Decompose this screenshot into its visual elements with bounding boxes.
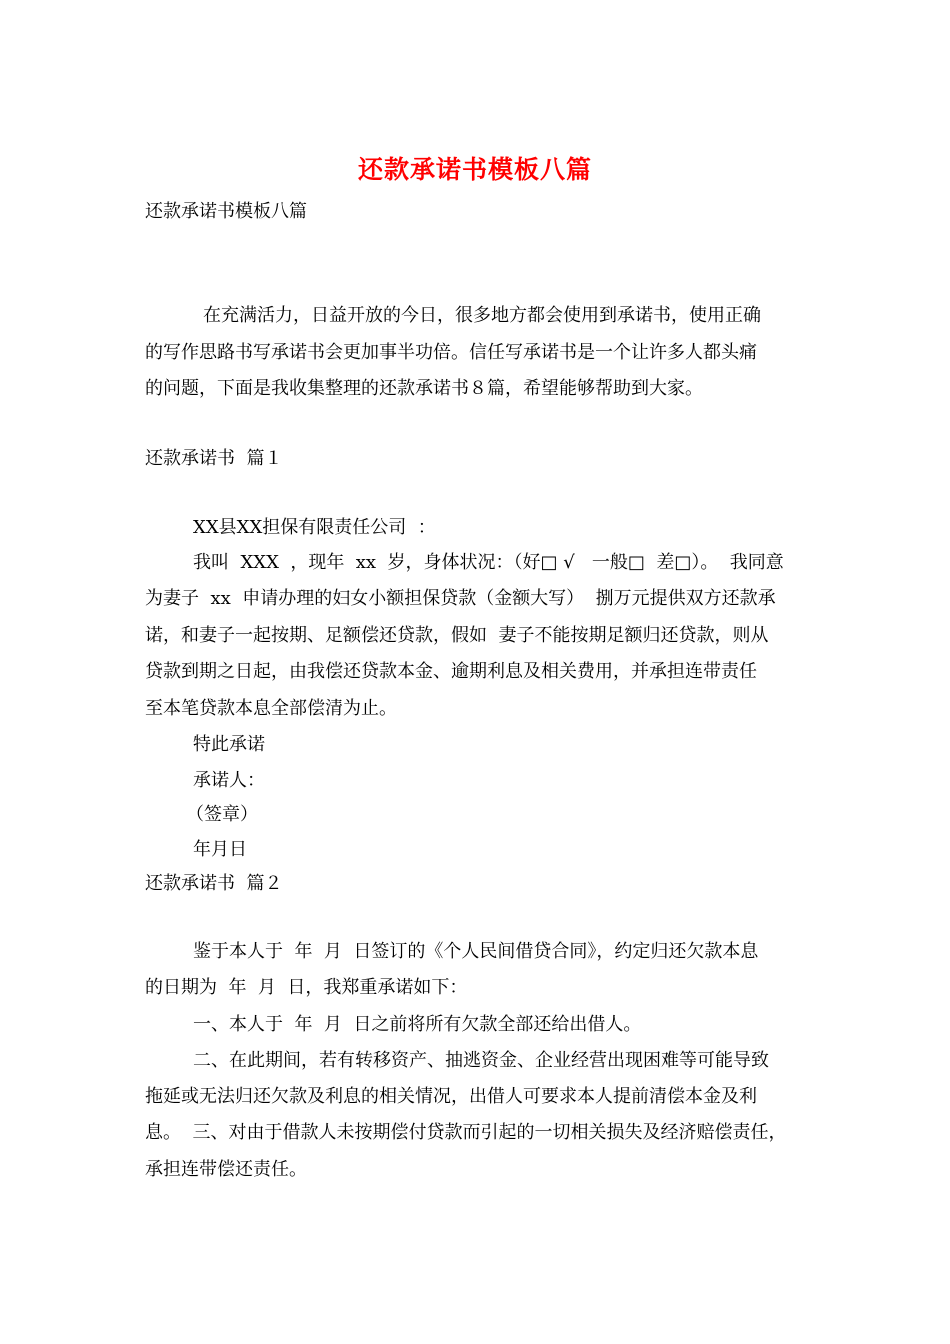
section1-body-line-2: 为妻子 xx 申请办理的妇女小额担保贷款（金额大写） 捌万元提供双方还款承 [145, 588, 776, 609]
section1-date: 年月日 [193, 839, 247, 860]
document-title: 还款承诺书模板八篇 [357, 155, 592, 184]
section1-body-line-4: 贷款到期之日起，由我偿还贷款本金、逾期利息及相关费用，并承担连带责任 [145, 661, 757, 682]
section2-body-line-5: 拖延或无法归还欠款及利息的相关情况，出借人可要求本人提前清偿本金及利 [145, 1086, 757, 1107]
intro-line-3: 的问题，下面是我收集整理的还款承诺书８篇，希望能够帮助到大家。 [145, 378, 703, 399]
section1-closing: 特此承诺 [193, 734, 265, 755]
section2-heading: 还款承诺书 篇２ [145, 873, 283, 894]
section1-heading: 还款承诺书 篇１ [145, 448, 283, 469]
section1-body-line-1: 我叫 XXX ，现年 xx 岁，身体状况：（好□ √ 一般□ 差□）。 我同意 [193, 552, 784, 573]
section2-body-line-2: 的日期为 年 月 日，我郑重承诺如下： [145, 977, 468, 998]
section2-body-line-4: 二、在此期间，若有转移资产、抽逃资金、企业经营出现困难等可能导致 [193, 1050, 769, 1071]
document-subtitle: 还款承诺书模板八篇 [145, 201, 307, 222]
section1-body-line-3: 诺，和妻子一起按期、足额偿还贷款，假如 妻子不能按期足额归还贷款，则从 [145, 625, 769, 646]
section2-body-line-1: 鉴于本人于 年 月 日签订的《个人民间借贷合同》，约定归还欠款本息 [193, 941, 759, 962]
section2-body-line-3: 一、本人于 年 月 日之前将所有欠款全部还给出借人。 [193, 1014, 642, 1035]
section2-body-line-6: 息。 三、对由于借款人未按期偿付贷款而引起的一切相关损失及经济赔偿责任， [145, 1122, 787, 1143]
section1-signer: 承诺人： [193, 770, 265, 791]
intro-line-1: 在充满活力，日益开放的今日，很多地方都会使用到承诺书，使用正确 [203, 305, 761, 326]
intro-line-2: 的写作思路书写承诺书会更加事半功倍。信任写承诺书是一个让许多人都头痛 [145, 342, 757, 363]
section2-body-line-7: 承担连带偿还责任。 [145, 1159, 307, 1180]
section1-body-line-5: 至本笔贷款本息全部偿清为止。 [145, 698, 397, 719]
section1-addressee: XX县XX担保有限责任公司 ： [193, 517, 436, 538]
section1-seal: （签章） [186, 804, 258, 825]
